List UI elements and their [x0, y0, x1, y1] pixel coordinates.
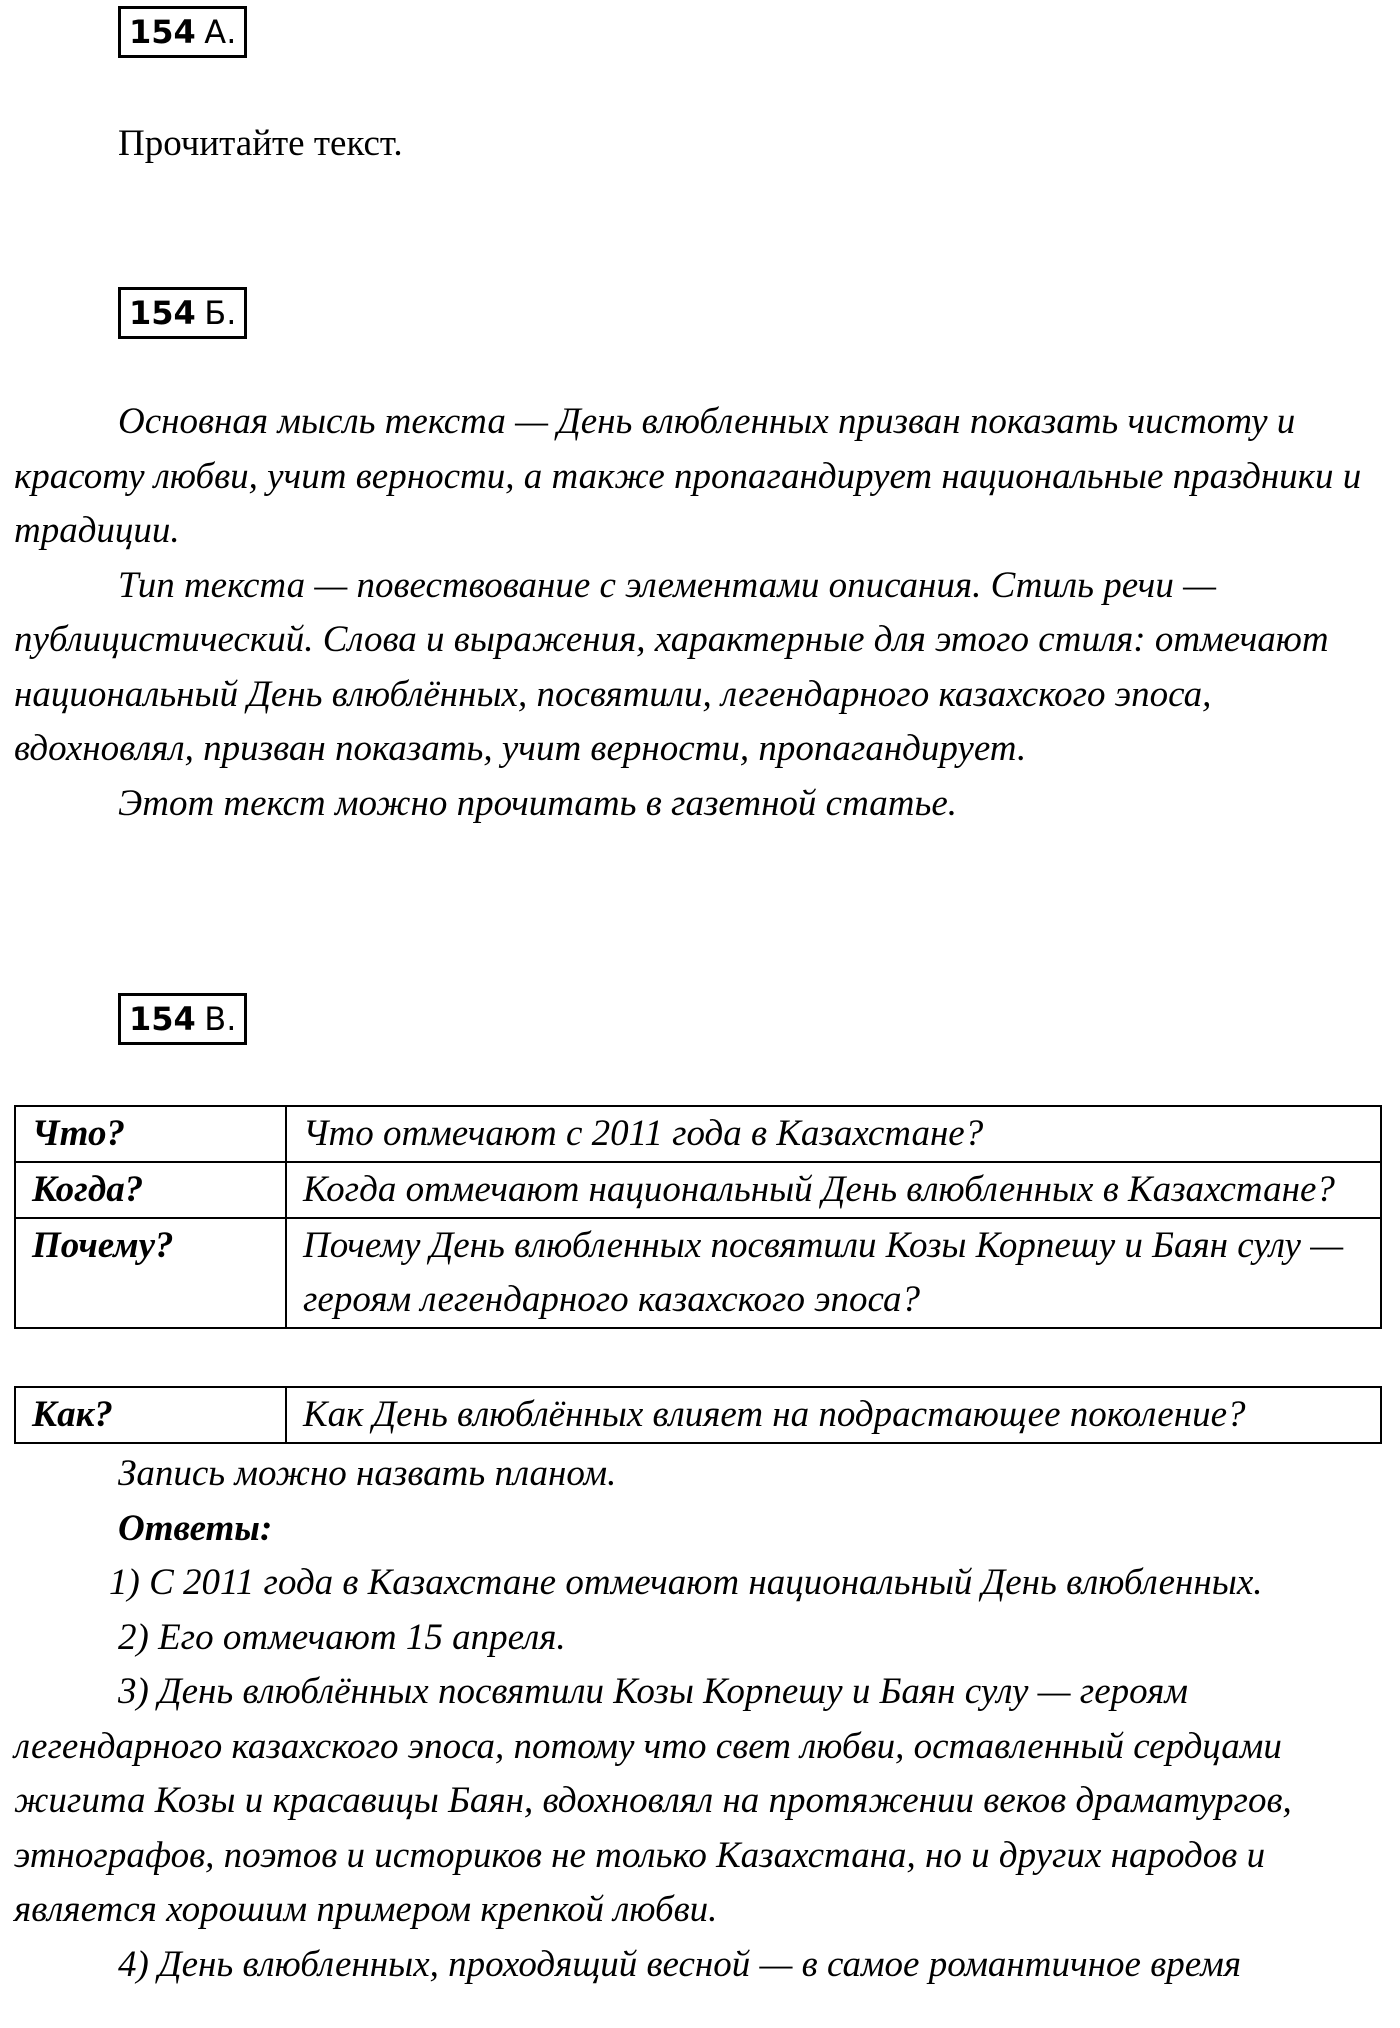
section-letter: В.: [204, 1000, 237, 1038]
section-label-154a: [118, 6, 247, 58]
table-row: [15, 1162, 1381, 1218]
table-row: [15, 1106, 1381, 1162]
question-text: Как День влюблённых влияет на подрастающее поколение?: [286, 1387, 1381, 1443]
section-letter: А.: [204, 13, 237, 51]
source-paragraph: Этот текст можно прочитать в газетной статье.: [118, 782, 958, 824]
answers-heading: Ответы:: [118, 1507, 273, 1549]
task-a-instruction: Прочитайте текст.: [118, 123, 403, 164]
answer-item: 4) День влюбленных, проходящий весной — в самое романтичное время: [118, 1943, 1242, 1985]
question-word: Когда?: [15, 1162, 286, 1218]
question-word: Что?: [15, 1106, 286, 1162]
question-text: Когда отмечают национальный День влюбленных в Казахстане?: [286, 1162, 1381, 1218]
table-row: [15, 1387, 1381, 1443]
answers-section: [14, 1447, 1394, 1992]
question-word: Как?: [15, 1387, 286, 1443]
section-label-154c: [118, 993, 247, 1045]
section-number: 154: [129, 294, 196, 332]
questions-table-last-row: [14, 1386, 1382, 1444]
question-text: Что отмечают с 2011 года в Казахстане?: [286, 1106, 1381, 1162]
section-number: 154: [129, 1000, 196, 1038]
answer-item: 2) Его отмечают 15 апреля.: [118, 1616, 566, 1658]
question-text: Почему День влюбленных посвятили Козы Корпешу и Баян сулу — героям легендарного казахского эпоса?: [286, 1218, 1381, 1328]
answer-item: 1) С 2011 года в Казахстане отмечают национальный День влюбленных.: [109, 1562, 1263, 1603]
table-row: [15, 1218, 1381, 1328]
questions-table: [14, 1105, 1382, 1329]
section-label-154b: [118, 287, 247, 339]
section-number: 154: [129, 13, 196, 51]
plan-note: Запись можно назвать планом.: [118, 1453, 617, 1494]
task-b-text: [14, 395, 1394, 831]
answer-item: 3) День влюблённых посвятили Козы Корпешу и Баян сулу — героям легендарного казахского эпоса, потому что свет любви, оставленный сердцами жигита Козы и красавицы Баян, вдохновлял на протяжении веков драматургов, этнографов, поэтов и историков не только Казахстана, но и других народов и является хорошим примером крепкой любви.: [14, 1671, 1292, 1930]
text-type-paragraph: Тип текста — повествование с элементами описания. Стиль речи — публицистический. Слова и выражения, характерные для этого стиля: отмечают национальный День влюблённых, посвятили, легендарного казахского эпоса, вдохновлял, призван показать, учит верности, пропагандирует.: [14, 564, 1329, 769]
question-word: Почему?: [15, 1218, 286, 1328]
section-letter: Б.: [204, 294, 237, 332]
main-idea-paragraph: Основная мысль текста — День влюбленных призван показать чистоту и красоту любви, учит верности, а также пропагандирует национальные праздники и традиции.: [14, 401, 1362, 551]
